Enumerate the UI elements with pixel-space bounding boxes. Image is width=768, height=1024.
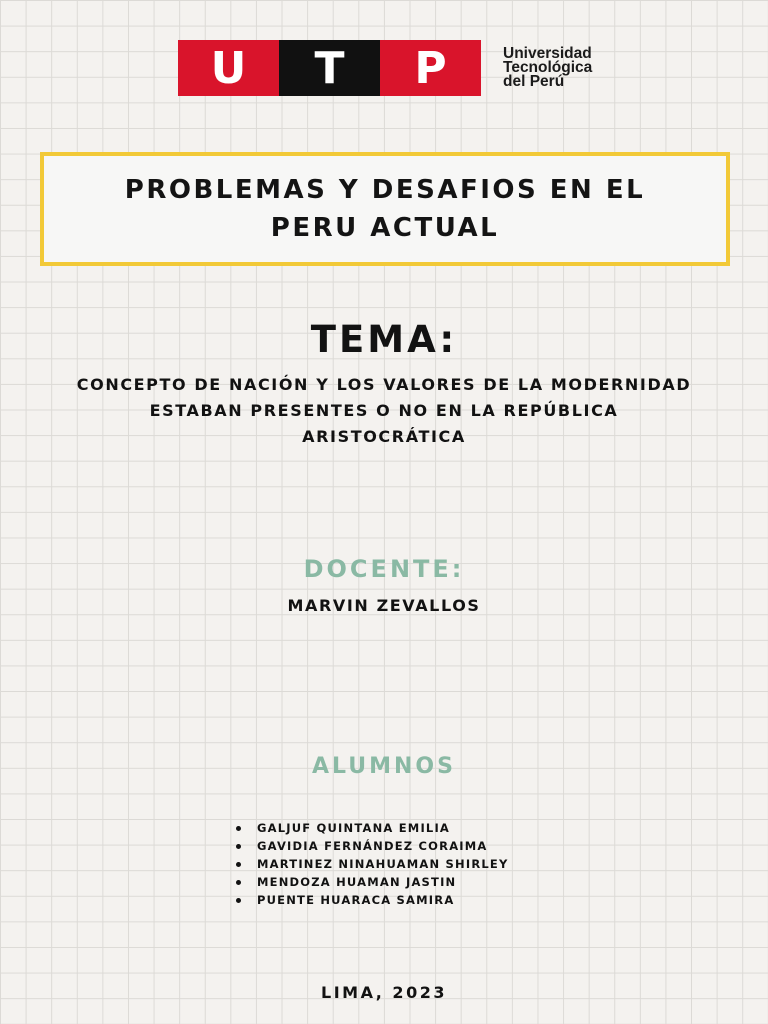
tema-line: ARISTOCRÁTICA [302, 427, 466, 446]
logo-name-line: Universidad [503, 45, 592, 62]
footer-location-date: LIMA, 2023 [321, 983, 447, 1002]
utp-logo [178, 40, 592, 96]
tema-description [0, 372, 768, 450]
list-item [236, 891, 509, 909]
docente-name: MARVIN ZEVALLOS [287, 596, 481, 615]
tema-heading: TEMA: [310, 318, 458, 361]
student-name: GALJUF QUINTANA EMILIA [257, 821, 451, 835]
list-item [236, 819, 509, 837]
list-item [236, 873, 509, 891]
student-list [236, 819, 509, 909]
bullet-icon [236, 862, 241, 867]
logo-name-line: Tecnológica [503, 59, 593, 76]
tema-line: ESTABAN PRESENTES O NO EN LA REPÚBLICA [149, 401, 619, 420]
logo-letter-p: P [380, 40, 481, 96]
docente-heading: DOCENTE: [303, 555, 465, 583]
student-name: GAVIDIA FERNÁNDEZ CORAIMA [257, 839, 488, 853]
logo-letter-blocks [178, 40, 481, 96]
bullet-icon [236, 880, 241, 885]
student-name: MARTINEZ NINAHUAMAN SHIRLEY [257, 857, 509, 871]
tema-line: CONCEPTO DE NACIÓN Y LOS VALORES DE LA MODERNIDAD [76, 375, 692, 394]
page-title-line: PERU ACTUAL [270, 213, 500, 243]
bullet-icon [236, 826, 241, 831]
student-name: PUENTE HUARACA SAMIRA [257, 893, 455, 907]
title-box [40, 152, 730, 266]
logo-university-name [503, 47, 592, 89]
bullet-icon [236, 844, 241, 849]
logo-name-line: del Perú [503, 73, 565, 90]
alumnos-heading: ALUMNOS [312, 754, 456, 779]
student-name: MENDOZA HUAMAN JASTIN [257, 875, 457, 889]
bullet-icon [236, 898, 241, 903]
list-item [236, 837, 509, 855]
logo-letter-u: U [178, 40, 279, 96]
logo-letter-t: T [279, 40, 380, 96]
list-item [236, 855, 509, 873]
page-title-line: PROBLEMAS Y DESAFIOS EN EL [124, 175, 646, 205]
